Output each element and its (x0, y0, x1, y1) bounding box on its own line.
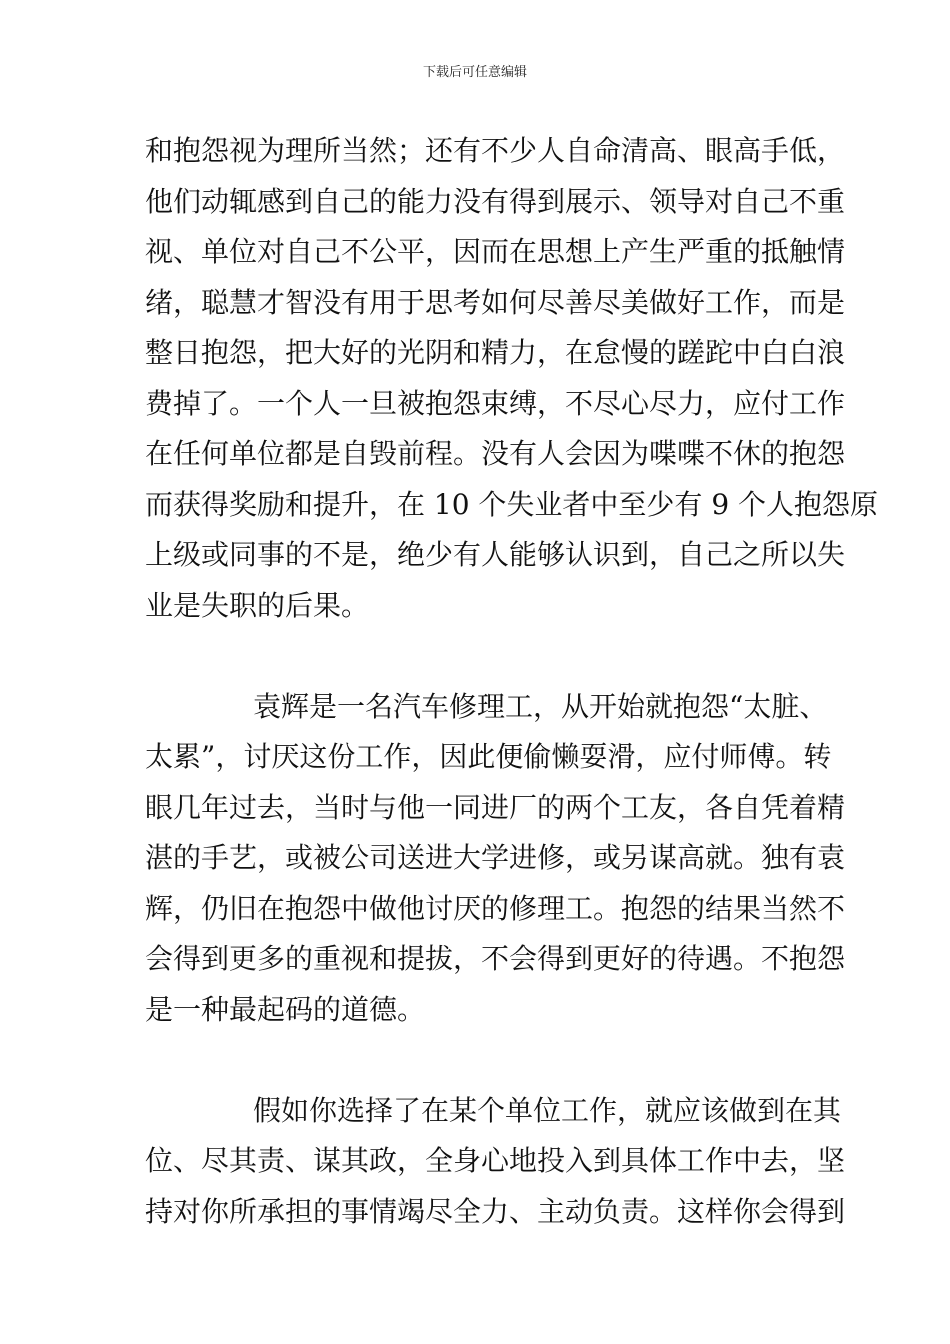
paragraph-1 (145, 126, 879, 631)
text-line: 假如你选择了在某个单位工作，就应该做到在其 (253, 1093, 842, 1127)
document-body (145, 126, 879, 1237)
text-line: 湛的手艺，或被公司送进大学进修，或另谋高就。独有袁 (145, 841, 846, 874)
text-line: 持对你所承担的事情竭尽全力、主动负责。这样你会得到 (145, 1194, 846, 1228)
text-line: 眼几年过去，当时与他一同进厂的两个工友，各自凭着精 (145, 790, 846, 824)
text-line: 会得到更多的重视和提拔，不会得到更好的待遇。不抱怨 (145, 942, 846, 975)
text-line: 视、单位对自己不公平，因而在思想上产生严重的抵触情 (145, 235, 846, 268)
text-line: 整日抱怨，把大好的光阴和精力，在怠慢的蹉跎中白白浪 (145, 336, 846, 369)
text-line: 业是失职的后果。 (145, 588, 370, 622)
text-line: 袁辉是一名汽车修理工，从开始就抱怨“太脏、 (253, 689, 828, 723)
paragraph-spacer (145, 631, 807, 682)
text-line: 和抱怨视为理所当然；还有不少人自命清高、眼高手低， (145, 134, 846, 167)
text-line: 辉，仍旧在抱怨中做他讨厌的修理工。抱怨的结果当然不 (145, 891, 846, 925)
text-line: 上级或同事的不是，绝少有人能够认识到，自己之所以失 (145, 538, 846, 571)
header-note: 下载后可任意编辑 (422, 65, 527, 80)
text-line: 是一种最起码的道德。 (145, 992, 426, 1026)
paragraph-spacer (145, 1035, 807, 1086)
text-line: 他们动辄感到自己的能力没有得到展示、领导对自己不重 (145, 184, 846, 218)
text-line: 太累”，讨厌这份工作，因此便偷懒耍滑，应付师傅。转 (145, 740, 832, 773)
text-line: 位、尽其责、谋其政，全身心地投入到具体工作中去，坚 (145, 1144, 846, 1177)
paragraph-2 (145, 682, 846, 1036)
text-line: 而获得奖励和提升，在 10 个失业者中至少有 9 个人抱怨原 (145, 487, 879, 521)
text-line: 在任何单位都是自毁前程。没有人会因为喋喋不休的抱怨 (145, 437, 846, 470)
text-line: 费掉了。一个人一旦被抱怨束缚，不尽心尽力，应付工作 (145, 386, 846, 420)
paragraph-3 (145, 1086, 846, 1238)
text-line: 绪，聪慧才智没有用于思考如何尽善尽美做好工作，而是 (145, 285, 846, 319)
